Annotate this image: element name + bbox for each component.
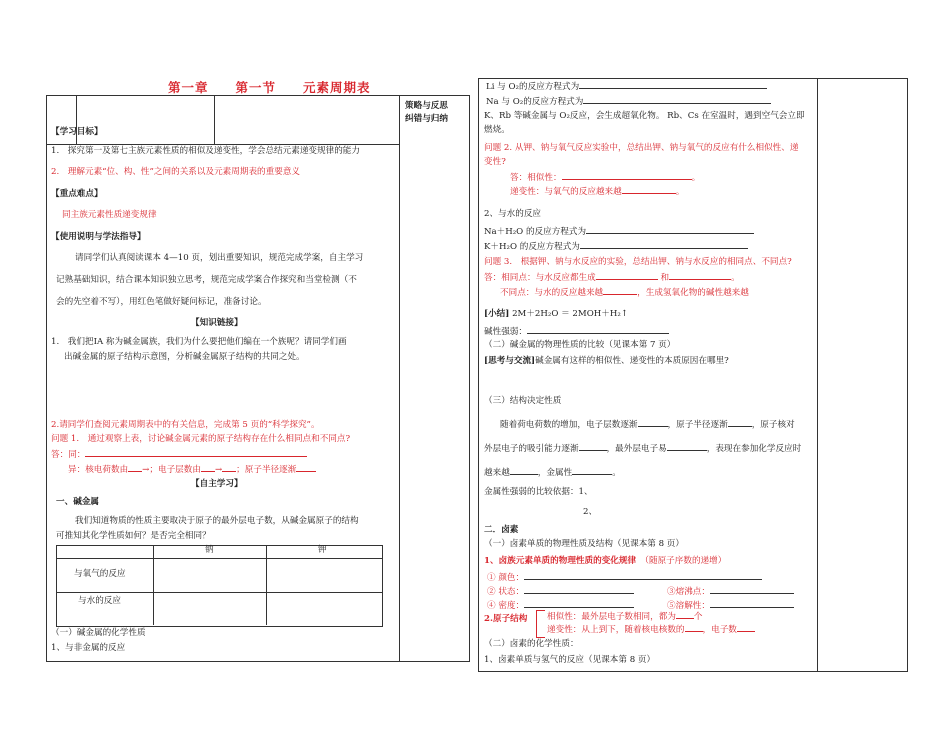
struct-label: 2.原子结构 (484, 614, 528, 624)
alkali-strength: 碱性强弱： (484, 325, 669, 338)
li-o2-eq: Li 与 O₂的反应方程式为 (486, 80, 767, 93)
usage-line: 记熟基础知识，结合课本知识独立思考，规范完成学案合作探究和当堂检测（不 (56, 275, 357, 285)
table-row-label: 与水的反应 (78, 596, 121, 606)
water-heading: 2、与水的反应 (484, 209, 542, 219)
prop-state: ② 状态： (487, 585, 634, 598)
struct-brace (536, 610, 545, 638)
metal-basis: 金属性强弱的比较依据：1、 (484, 487, 593, 497)
struct-trend: 递变性：从上到下，随着核电核数的 ，电子数 (547, 623, 755, 636)
page-title: 第一章 第一节 元素周期表 (168, 80, 371, 95)
answer-diff: 异：核电荷数由 →；电子层数由 → ；原子半径逐渐 (68, 463, 316, 476)
key-text: 同主族元素性质递变规律 (62, 210, 157, 220)
halogen-phys-rule: 1、卤族元素单质的物理性质的变化规律 （随原子序数的递增） (484, 556, 727, 566)
prop-melting: ③熔沸点： (667, 585, 794, 598)
answer-similar: 答：相似性： 。 (510, 173, 701, 183)
think-exchange: [思考与交流]碱金属有这样的相似性、递变性的本质原因在哪里? (484, 356, 729, 366)
table-col-k: 钾 (318, 545, 327, 555)
prop-solubility: ⑤溶解性： (667, 599, 794, 612)
subsection-chem: （一）碱金属的化学性质 (51, 628, 146, 638)
link-heading: 【知识链接】 (191, 318, 243, 328)
issue-3: 问题 3. 根据钾、钠与水反应的实验，总结出钾、钠与水反应的相同点、不同点? (484, 257, 792, 267)
issue-3-diff: 不同点：与水的反应越来越 ，生成氢氧化物的碱性越来越 (500, 288, 749, 298)
intro-line: 我们知道物质的性质主要取决于原子的最外层电子数，从碱金属原子的结构 (75, 516, 359, 526)
intro-line: 可推知其化学性质如何？是否完全相同？ (56, 531, 211, 541)
k-rb-note: K、Rb 等碱金属与 O₂反应，会生成超氧化物。 Rb、Cs 在室温时，遇到空气会立即 (484, 111, 805, 121)
table-col-na: 钠 (205, 545, 214, 555)
right-side-divider (817, 78, 818, 671)
subsection-nonmetal: 1、与非金属的反应 (51, 643, 126, 653)
left-side-divider (399, 95, 400, 661)
metal-basis-2: 2、 (583, 507, 598, 517)
struct-line: 越来越 ，金属性 。 (484, 468, 621, 478)
self-study-heading: 【自主学习】 (191, 479, 243, 489)
na-h2o-eq: Na＋H₂O 的反应方程式为 (484, 225, 754, 238)
usage-heading: 【使用说明与学法指导】 (51, 232, 146, 242)
question-1-line: 出碱金属的原子结构示意图，分析碱金属原子结构的共同之处。 (64, 352, 305, 362)
issue-3-same: 答：相同点：与水反应都生成 和 。 (484, 273, 740, 283)
goals-heading: 【学习目标】 (51, 127, 103, 137)
side-header: 策略与反思 纠错与归纳 (405, 101, 448, 124)
struct-line: 随着荷电荷数的增加，电子层数逐渐 ，原子半径逐渐 ，原子核对 (500, 420, 795, 430)
question-1-line: 1. 我们把ⅠA 称为碱金属族，我们为什么要把他们编在一个族呢？请同学们画 (51, 337, 347, 347)
answer-blank[interactable] (85, 448, 307, 457)
answer-same: 答：同： (51, 448, 307, 461)
struct-line: 外层电子的吸引能力逐渐 ，最外层电子易 ，表现在参加化学反应时 (484, 444, 802, 454)
answer-trend: 递变性：与氧气的反应越来越 。 (510, 187, 685, 197)
halogen-heading: 二．卤素 (484, 525, 519, 535)
struct-similar: 相似性：最外层电子数相同，都为 个 (547, 612, 703, 622)
na-o2-eq: Na 与 O₂的反应方程式为 (486, 95, 771, 108)
question-2: 2.请同学们查阅元素周期表中的有关信息，完成第 5 页的“科学探究”。 (51, 420, 320, 430)
prop-color: ① 颜色： (487, 571, 762, 584)
usage-line: 请同学们认真阅读课本 4—10 页，划出重要知识，规范完成学案，自主学习 (75, 253, 364, 263)
issue-2: 问题 2. 从钾、钠与氧气反应实验中，总结出钾、钠与氧气的反应有什么相似性、递 (484, 143, 799, 153)
goal-2: 2. 理解元素“位、构、性”之间的关系以及元素周期表的重要意义 (51, 167, 301, 177)
k-rb-note: 燃烧。 (484, 125, 510, 135)
summary: [小结] 2M＋2H₂O ＝ 2MOH＋H₂↑ (484, 309, 628, 319)
struct-heading: （三）结构决定性质 (484, 396, 562, 406)
prop-density: ④ 密度： (487, 599, 634, 612)
section-alkali: 一、碱金属 (56, 497, 99, 507)
key-heading: 【重点难点】 (51, 189, 103, 199)
halogen-phys-heading: （一）卤素单质的物理性质及结构（见课本第 8 页） (484, 539, 684, 549)
usage-line: 会的先空着不写），用红色笔做好疑问标记，准备讨论。 (56, 297, 267, 307)
phys-heading: （二）碱金属的物理性质的比较（见课本第 7 页） (484, 340, 676, 350)
issue-2: 变性? (484, 157, 506, 167)
halogen-h2: 1、卤素单质与氢气的反应（见课本第 8 页） (484, 655, 656, 665)
halogen-chem-heading: （二）卤素的化学性质： (484, 639, 579, 649)
issue-1: 问题 1. 通过观察上表，讨论碱金属元素的原子结构存在什么相同点和不同点? (51, 434, 351, 444)
table-row-label: 与氧气的反应 (74, 569, 126, 579)
goal-1: 1. 探究第一及第七主族元素性质的相似及递变性，学会总结元素递变规律的能力 (51, 146, 360, 156)
k-h2o-eq: K＋H₂O 的反应方程式为 (484, 240, 748, 253)
